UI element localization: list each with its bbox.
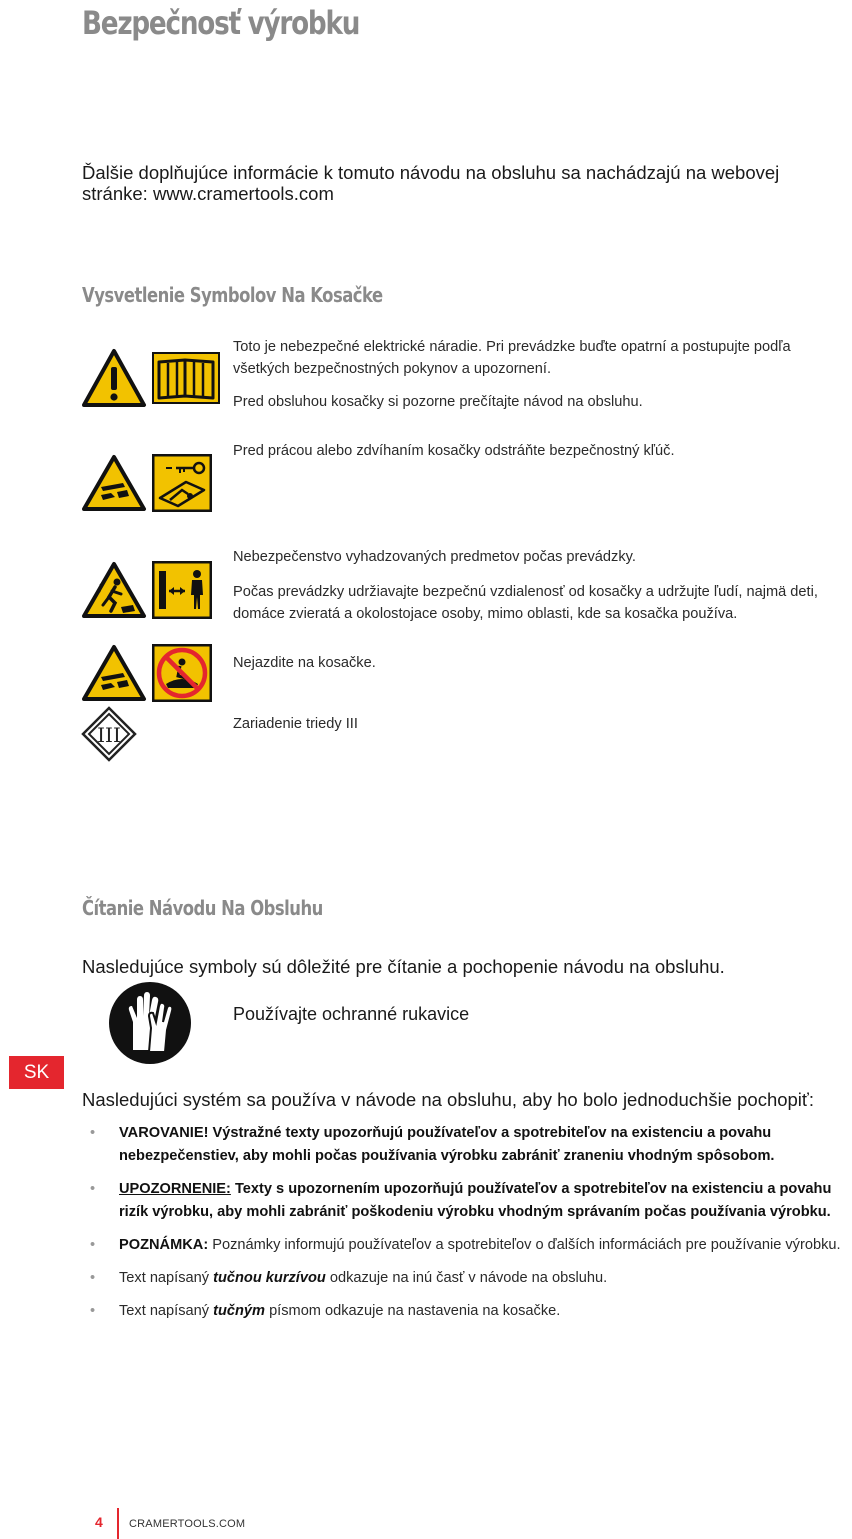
note-bold-italic-em: tučnou kurzívou xyxy=(213,1270,326,1286)
symbol-3-text-1: Nebezpečenstvo vyhadzovaných predmetov počas prevádzky. xyxy=(233,549,636,565)
symbol-4-text-1: Nejazdite na kosačke. xyxy=(233,655,376,671)
note-remark-label: POZNÁMKA: xyxy=(119,1237,209,1253)
symbol-3-text-2: Počas prevádzky udržiavajte bezpečnú vzdialenosť od kosačky a udržujte ľudí, najmä deti, domáce zvieratá a okolostojace osoby, mimo oblasti, kde sa kosačka používa. xyxy=(233,584,818,622)
note-caution-label: UPOZORNENIE: xyxy=(119,1181,231,1197)
no-riding-icon xyxy=(152,644,212,702)
symbols-section-title: Vysvetlenie Symbolov Na Kosačke xyxy=(82,283,383,307)
note-warning-text: Výstražné texty upozorňujú používateľov a spotrebiteľov na existenciu a povahu nebezpečenstiev, aby mohli počas používania výrobku zabrániť zraneniu vhodným spôsobom. xyxy=(119,1125,775,1164)
gloves-icon xyxy=(107,980,193,1066)
note-bold-em: tučným xyxy=(213,1303,266,1319)
system-text: Nasledujúci systém sa používa v návode na obsluhu, aby ho bolo jednoduchšie pochopiť: xyxy=(82,1089,814,1110)
remove-key-icon xyxy=(152,454,212,512)
blade-hazard-icon-2 xyxy=(81,644,147,702)
thrown-objects-hazard-icon xyxy=(81,561,147,619)
note-caution xyxy=(90,1178,845,1224)
intro-text: Ďalšie doplňujúce informácie k tomuto návodu na obsluhu sa nachádzajú na webovej stránke: www.cramertools.com xyxy=(82,162,780,204)
manual-lead-text: Nasledujúce symboly sú dôležité pre čítanie a pochopenie návodu na obsluhu. xyxy=(82,956,725,977)
language-tab-sk: SK xyxy=(9,1056,64,1089)
footer-website: CRAMERTOOLS.COM xyxy=(129,1518,246,1530)
blade-hazard-icon xyxy=(81,454,147,512)
symbol-2-text-1: Pred prácou alebo zdvíhaním kosačky odstráňte bezpečnostný kľúč. xyxy=(233,443,675,459)
class-iii-icon xyxy=(81,706,137,762)
note-remark-text: Poznámky informujú používateľov a spotrebiteľov o ďalších informáciách pre používanie výrobku. xyxy=(208,1237,841,1253)
gloves-text: Používajte ochranné rukavice xyxy=(233,1004,470,1024)
note-warning-label: VAROVANIE! xyxy=(119,1125,209,1141)
note-caution-text: Texty s upozornením upozorňujú používateľov a spotrebiteľov na existenciu a povahu rizík výrobku, aby mohli zabrániť poškodeniu výrobku vhodným správaním počas používania výrobku. xyxy=(119,1181,832,1220)
keep-distance-icon xyxy=(152,561,212,619)
class-iii-label: III xyxy=(97,723,121,747)
notes-list xyxy=(90,1122,845,1333)
read-manual-icon xyxy=(152,352,220,404)
note-bold-italic-pre: Text napísaný xyxy=(119,1270,214,1286)
symbol-1-text-1: Toto je nebezpečné elektrické náradie. Pri prevádzke buďte opatrní a postupujte podľa všetkých bezpečnostných pokynov a upozornení. xyxy=(233,339,791,377)
warning-triangle-icon xyxy=(81,348,147,408)
note-remark xyxy=(90,1234,845,1257)
symbol-1-text-2: Pred obsluhou kosačky si pozorne prečítajte návod na obsluhu. xyxy=(233,394,643,410)
note-warning xyxy=(90,1122,845,1168)
footer-divider xyxy=(117,1508,119,1539)
symbol-5-text-1: Zariadenie triedy III xyxy=(233,716,358,732)
page-number: 4 xyxy=(95,1514,103,1530)
page-title: Bezpečnosť výrobku xyxy=(82,4,360,42)
note-bold xyxy=(90,1300,845,1323)
manual-section-title: Čítanie Návodu Na Obsluhu xyxy=(82,896,323,920)
note-bold-italic-post: odkazuje na inú časť v návode na obsluhu. xyxy=(325,1270,608,1286)
note-bold-pre: Text napísaný xyxy=(119,1303,214,1319)
note-bold-post: písmom odkazuje na nastavenia na kosačke. xyxy=(265,1303,561,1319)
note-bold-italic xyxy=(90,1267,845,1290)
